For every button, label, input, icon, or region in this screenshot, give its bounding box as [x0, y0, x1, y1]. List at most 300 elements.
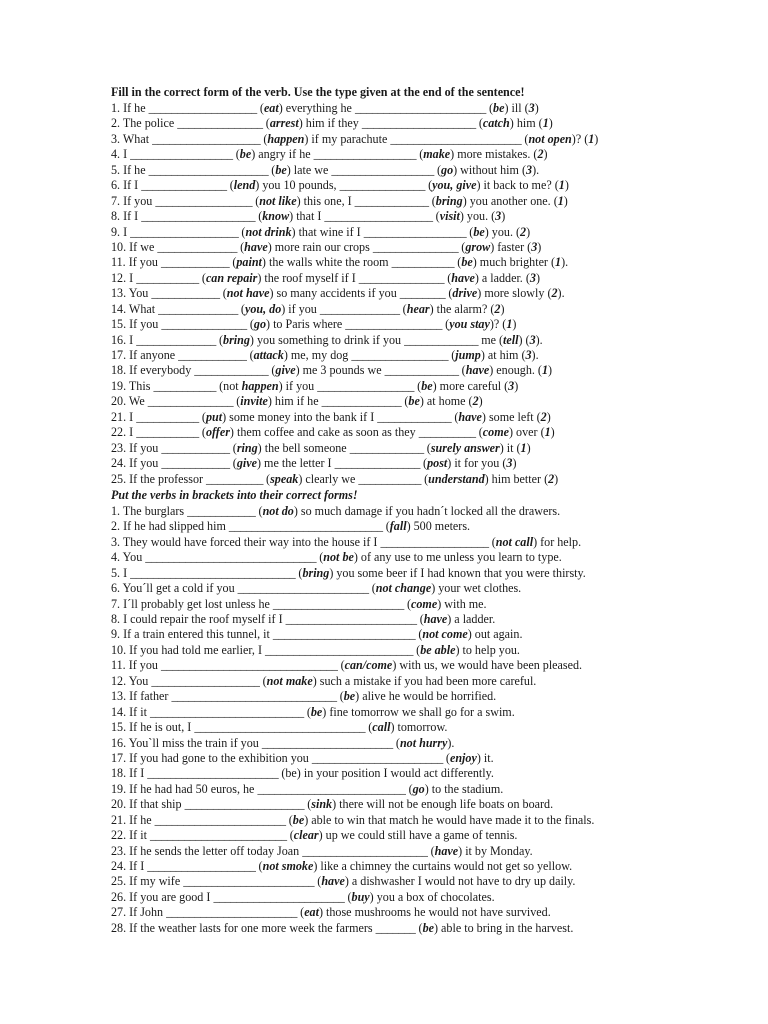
- verb-hint: 1: [506, 317, 513, 332]
- exercise-text: 11. If you: [111, 255, 161, 270]
- exercise-line: [111, 612, 671, 627]
- exercise-text: 22. I: [111, 425, 137, 440]
- verb-hint: fall: [389, 519, 407, 534]
- exercise-text: (: [442, 750, 450, 765]
- verb-hint: 3: [528, 101, 535, 115]
- exercise-line: [111, 379, 671, 394]
- answer-blank[interactable]: ___________: [136, 270, 199, 285]
- exercise-text: (: [237, 239, 245, 254]
- exercise-text: 13. If father: [111, 689, 172, 704]
- answer-blank[interactable]: _________________: [345, 317, 443, 332]
- exercise-text: (: [286, 828, 294, 843]
- verb-hint: enjoy: [449, 750, 477, 765]
- exercise-line: [111, 163, 671, 178]
- exercise-text: (: [458, 363, 466, 378]
- verb-hint: 1: [520, 440, 527, 455]
- exercise-text: (: [304, 797, 312, 812]
- exercise-text: ): [594, 131, 599, 146]
- verb-hint: sink: [311, 797, 333, 812]
- exercise-text: 18. If everybody: [111, 363, 195, 378]
- verb-hint: 3: [508, 378, 515, 393]
- exercise-text: ) you. (: [459, 209, 496, 224]
- exercise-text: ): [548, 116, 553, 131]
- exercise-text: ) them coffee and cake as soon as they: [229, 425, 419, 440]
- exercise-line: [111, 101, 671, 116]
- verb-hint: 2: [548, 471, 555, 486]
- exercise-text: ) more mistakes. (: [450, 147, 538, 162]
- answer-blank[interactable]: ___________________: [147, 859, 256, 873]
- verb-hint: be: [421, 378, 433, 393]
- exercise-line: [111, 905, 671, 920]
- exercise-text: (: [246, 317, 254, 332]
- exercise-text: ) at home (: [419, 394, 473, 409]
- exercise-text: (: [259, 673, 267, 688]
- verb-hint: know: [262, 209, 290, 224]
- exercise-text: (: [488, 534, 496, 549]
- verb-hint: catch: [482, 116, 510, 131]
- verb-hint: lend: [233, 178, 256, 193]
- verb-hint: not hurry: [399, 735, 448, 750]
- exercise-text: (: [268, 363, 276, 378]
- exercise-text: (: [255, 209, 263, 224]
- exercise-text: (not: [216, 378, 242, 393]
- exercise-text: ) him (: [509, 116, 543, 131]
- exercise-text: ).: [561, 255, 569, 270]
- verb-hint: be: [473, 224, 485, 239]
- exercise-text: ) your wet clothes.: [431, 581, 522, 596]
- answer-blank[interactable]: _____________________________: [171, 689, 337, 704]
- exercise-text: ) like a chimney the curtains would not get so yellow.: [313, 859, 573, 873]
- exercise-line: [111, 751, 671, 766]
- exercise-text: (: [198, 425, 206, 440]
- verb-hint: have: [321, 874, 345, 889]
- verb-hint: 3: [531, 239, 538, 254]
- verb-hint: give: [275, 363, 296, 378]
- exercise-text: 2. The police: [111, 116, 178, 131]
- verb-hint: 1: [588, 131, 595, 146]
- exercise-line: [111, 519, 671, 534]
- exercise-line: [111, 597, 671, 612]
- verb-hint: happen: [241, 378, 279, 393]
- exercise-text: ) without him (: [453, 162, 527, 177]
- verb-hint: 3: [529, 332, 536, 347]
- exercise-text: ): [514, 378, 519, 393]
- answer-blank[interactable]: _______________: [177, 116, 263, 131]
- exercise-text: 16. I: [111, 332, 137, 347]
- verb-hint: not have: [226, 286, 270, 301]
- exercise-text: (: [237, 301, 245, 316]
- exercise-text: (: [368, 581, 376, 596]
- exercise-line: [111, 504, 671, 519]
- exercise-text: (: [416, 147, 424, 162]
- exercise-text: ) of any use to me unless you learn to type.: [353, 550, 562, 565]
- answer-blank[interactable]: ____________________: [361, 116, 476, 131]
- answer-blank[interactable]: _____________: [349, 440, 424, 455]
- exercise-text: 14. If it: [111, 704, 150, 719]
- answer-blank[interactable]: __________________: [331, 162, 434, 177]
- answer-blank[interactable]: ________: [399, 286, 446, 301]
- exercise-text: 13. You: [111, 286, 152, 301]
- verb-hint: 2: [551, 286, 558, 301]
- exercise-text: (: [229, 456, 237, 471]
- answer-blank[interactable]: __________________________: [265, 642, 414, 657]
- exercise-text: ): [546, 409, 551, 424]
- verb-hint: 2: [537, 147, 544, 162]
- exercise-text: ) so many accidents if you: [269, 286, 400, 301]
- exercise-text: 6. If I: [111, 178, 142, 193]
- answer-blank[interactable]: __________: [418, 425, 476, 440]
- exercise-text: 22. If it: [111, 828, 150, 843]
- answer-blank[interactable]: _____________________________: [130, 565, 296, 580]
- answer-blank[interactable]: ___________________________: [228, 519, 383, 534]
- exercise-text: ) more slowly (: [477, 286, 552, 301]
- answer-blank[interactable]: ______________: [158, 301, 238, 316]
- answer-blank[interactable]: _______________: [161, 317, 247, 332]
- verb-hint: have: [244, 239, 268, 254]
- answer-blank[interactable]: ______________________________: [194, 720, 366, 735]
- exercise-text: (: [262, 116, 270, 131]
- exercise-line: [111, 225, 671, 240]
- section1-title: Fill in the correct form of the verb. Use the type given at the end of the sentence!: [111, 85, 525, 99]
- verb-hint: have: [451, 270, 475, 285]
- answer-blank[interactable]: ___________: [358, 471, 422, 486]
- verb-hint: not do: [262, 503, 294, 518]
- answer-blank[interactable]: _____________: [354, 193, 429, 208]
- exercise-text: (: [392, 735, 400, 750]
- exercise-text: 8. If I: [111, 209, 142, 224]
- section2-title: Put the verbs in brackets into their correct forms!: [111, 487, 358, 502]
- exercise-text: 15. If he is out, I: [111, 720, 195, 735]
- exercise-line: [111, 348, 671, 363]
- exercise-text: 21. I: [111, 409, 137, 424]
- exercise-line: [111, 441, 671, 456]
- exercise-text: 11. If you: [111, 658, 161, 673]
- exercise-text: ) (: [518, 332, 530, 347]
- verb-hint: go: [253, 317, 267, 332]
- exercise-line: [111, 627, 671, 642]
- section1-exercises: [111, 101, 671, 487]
- answer-blank[interactable]: ___________: [136, 425, 199, 440]
- exercise-text: (: [414, 378, 422, 393]
- answer-blank[interactable]: _________________________: [272, 627, 416, 642]
- exercise-text: (: [401, 394, 409, 409]
- answer-blank[interactable]: ________________________: [149, 828, 287, 843]
- answer-blank[interactable]: __________________________: [257, 781, 406, 796]
- exercise-text: 1. If he: [111, 101, 149, 115]
- exercise-line: [111, 271, 671, 286]
- answer-blank[interactable]: ____________: [161, 440, 230, 455]
- exercise-text: ) you another one. (: [462, 193, 558, 208]
- verb-hint: bring: [302, 565, 330, 580]
- answer-blank[interactable]: _______________________: [272, 596, 404, 611]
- answer-blank[interactable]: ______________________: [302, 843, 428, 858]
- verb-hint: 3: [506, 456, 513, 471]
- verb-hint: not drink: [245, 224, 292, 239]
- answer-blank[interactable]: _______________________: [261, 735, 393, 750]
- exercise-line: [111, 689, 671, 704]
- answer-blank[interactable]: _____________: [194, 363, 269, 378]
- verb-hint: not open: [528, 131, 572, 146]
- exercise-line: [111, 550, 671, 565]
- exercise-text: (: [238, 224, 246, 239]
- answer-blank[interactable]: _______________________: [147, 766, 279, 781]
- verb-hint: 1: [555, 255, 562, 270]
- exercise-text: 8. I could repair the roof myself if I: [111, 612, 286, 626]
- answer-blank[interactable]: ______________: [157, 239, 238, 254]
- verb-hint: you, give: [432, 178, 477, 193]
- verb-hint: eat: [263, 101, 279, 115]
- exercise-text: ): [548, 363, 553, 378]
- answer-blank[interactable]: ____________________: [141, 209, 256, 224]
- exercise-text: 20. If that ship: [111, 797, 185, 812]
- exercise-text: ) fine tomorrow we shall go for a swim.: [322, 704, 515, 719]
- exercise-text: )? (: [571, 131, 589, 146]
- answer-blank[interactable]: ___________________: [324, 209, 433, 224]
- answer-blank[interactable]: _______________: [339, 178, 426, 193]
- exercise-text: ): [537, 239, 542, 254]
- verb-hint: 2: [520, 224, 527, 239]
- exercise-text: ) it for you (: [447, 456, 507, 471]
- exercise-text: (: [295, 565, 303, 580]
- verb-hint: visit: [439, 209, 460, 224]
- exercise-text: (: [413, 642, 421, 657]
- answer-blank[interactable]: _____________: [404, 332, 479, 347]
- exercise-text: ): [564, 178, 569, 193]
- exercise-text: ) over (: [509, 425, 545, 440]
- answer-blank[interactable]: ____________: [151, 286, 220, 301]
- answer-blank[interactable]: _______________________: [354, 101, 486, 115]
- answer-blank[interactable]: _____________________: [184, 797, 305, 812]
- exercise-text: 20. We: [111, 394, 148, 409]
- exercise-text: (: [433, 162, 442, 177]
- exercise-text: (: [421, 471, 429, 486]
- answer-blank[interactable]: _____________: [377, 409, 452, 424]
- verb-hint: 1: [542, 116, 549, 131]
- exercise-text: ) more careful (: [432, 378, 509, 393]
- exercise-text: (: [475, 116, 483, 131]
- exercise-text: 15. If you: [111, 317, 162, 332]
- answer-blank[interactable]: ____________: [178, 348, 247, 362]
- verb-hint: put: [205, 409, 223, 424]
- verb-hint: be: [239, 147, 252, 162]
- exercise-text: ) that wine if I: [291, 224, 364, 239]
- verb-hint: come: [411, 596, 438, 611]
- exercise-text: ).: [447, 735, 455, 750]
- exercise-text: 25. If the professor: [111, 471, 207, 486]
- answer-blank[interactable]: _______________________: [311, 750, 443, 765]
- exercise-text: ) 500 meters.: [406, 519, 471, 534]
- verb-hint: not change: [375, 581, 432, 596]
- exercise-text: 5. If he: [111, 162, 149, 177]
- exercise-text: (: [215, 332, 224, 347]
- exercise-text: (: [399, 301, 407, 316]
- answer-blank[interactable]: ___________________: [130, 224, 239, 239]
- exercise-line: [111, 581, 671, 596]
- answer-blank[interactable]: ___________________: [151, 673, 260, 688]
- exercise-text: ) a ladder. (: [474, 270, 530, 285]
- exercise-text: ) to help you.: [455, 642, 520, 657]
- verb-hint: 1: [558, 178, 565, 193]
- exercise-line: [111, 782, 671, 797]
- exercise-text: 12. You: [111, 673, 152, 688]
- exercise-text: ): [526, 440, 531, 455]
- exercise-line: [111, 178, 671, 193]
- exercise-text: ) enough. (: [489, 363, 542, 378]
- answer-blank[interactable]: _________________: [351, 348, 449, 362]
- exercise-text: me (: [478, 332, 504, 347]
- answer-blank[interactable]: ___________________: [148, 101, 257, 115]
- exercise-text: ) it back to me? (: [476, 178, 559, 193]
- answer-blank[interactable]: __________________: [130, 147, 233, 162]
- exercise-text: 17. If you had gone to the exhibition you: [111, 750, 312, 765]
- exercise-line: [111, 859, 671, 874]
- exercise-line: [111, 410, 671, 425]
- exercise-line: [111, 736, 671, 751]
- exercise-text: (: [416, 612, 424, 626]
- exercise-text: ) him better (: [484, 471, 549, 486]
- exercise-text: ) able to bring in the harvest.: [434, 920, 574, 935]
- answer-blank[interactable]: ___________________: [380, 534, 489, 549]
- answer-blank[interactable]: _______________________: [213, 889, 345, 904]
- exercise-text: (: [458, 239, 466, 254]
- exercise-text: ): [501, 209, 506, 224]
- answer-blank[interactable]: ______________: [321, 394, 402, 409]
- exercise-text: (: [432, 209, 440, 224]
- exercise-line: [111, 333, 671, 348]
- exercise-text: ) to Paris where: [266, 317, 346, 332]
- verb-hint: have: [458, 409, 482, 424]
- answer-blank[interactable]: _______: [375, 920, 416, 935]
- answer-blank[interactable]: ___________: [391, 255, 455, 270]
- exercise-text: ) able to win that match he would have made it to the finals.: [304, 812, 595, 827]
- answer-blank[interactable]: ______________________________: [145, 550, 317, 565]
- exercise-text: (: [229, 440, 237, 455]
- exercise-text: (: [344, 889, 352, 904]
- exercise-text: (: [198, 409, 206, 424]
- verb-hint: 1: [544, 425, 551, 440]
- exercise-line: [111, 658, 671, 673]
- answer-blank[interactable]: __________________: [313, 147, 417, 162]
- verb-hint: have: [465, 363, 490, 378]
- exercise-text: 23. If you: [111, 440, 162, 455]
- exercise-text: ): [534, 101, 539, 115]
- exercise-text: ) alive he would be horrified.: [355, 689, 497, 704]
- exercise-line: [111, 643, 671, 658]
- exercise-text: 12. I: [111, 270, 137, 285]
- answer-blank[interactable]: _____________________: [148, 162, 269, 177]
- answer-blank[interactable]: _______________________: [183, 874, 315, 889]
- exercise-text: ) some money into the bank if I: [222, 409, 378, 424]
- answer-blank[interactable]: _______________________________: [160, 658, 338, 673]
- answer-blank[interactable]: _______________________: [166, 905, 298, 920]
- answer-blank[interactable]: ___________: [136, 409, 199, 424]
- verb-hint: not make: [266, 673, 313, 688]
- answer-blank[interactable]: ____________: [187, 503, 256, 518]
- exercise-text: ): [512, 317, 517, 332]
- answer-blank[interactable]: _______________________: [154, 812, 286, 827]
- verb-hint: come: [482, 425, 509, 440]
- exercise-text: ) everything he: [278, 101, 355, 115]
- verb-hint: give: [236, 456, 257, 471]
- answer-blank[interactable]: __________________: [363, 224, 467, 239]
- verb-hint: eat: [304, 905, 319, 920]
- answer-blank[interactable]: _________________: [155, 193, 253, 208]
- verb-hint: bring: [223, 332, 250, 347]
- answer-blank[interactable]: _______________: [358, 270, 445, 285]
- verb-hint: can/come: [344, 658, 393, 673]
- answer-blank[interactable]: _______________________: [285, 612, 417, 626]
- worksheet: [111, 84, 671, 936]
- verb-hint: attack: [253, 348, 284, 362]
- exercise-text: 7. If you: [111, 193, 156, 208]
- exercise-text: ): [526, 224, 531, 239]
- answer-blank[interactable]: ____________: [161, 456, 230, 471]
- verb-hint: you, do: [244, 301, 282, 316]
- verb-hint: 3: [529, 270, 536, 285]
- exercise-text: ): [543, 147, 548, 162]
- verb-hint: clear: [293, 828, 319, 843]
- exercise-line: [111, 363, 671, 378]
- exercise-line: [111, 456, 671, 471]
- exercise-text: ) so much damage if you hadn´t locked all the drawers.: [293, 503, 561, 518]
- answer-blank[interactable]: ___________________________: [149, 704, 304, 719]
- exercise-text: (: [256, 101, 264, 115]
- answer-blank[interactable]: _____________: [384, 363, 459, 378]
- exercise-text: 26. If you are good I: [111, 889, 214, 904]
- verb-hint: 2: [472, 394, 479, 409]
- answer-blank[interactable]: ___________: [153, 378, 217, 393]
- exercise-line: [111, 720, 671, 735]
- answer-blank[interactable]: ______________: [319, 301, 400, 316]
- verb-hint: 3: [495, 209, 502, 224]
- verb-hint: tell: [503, 332, 519, 347]
- exercise-line: [111, 813, 671, 828]
- answer-blank[interactable]: _______________________: [237, 581, 369, 596]
- answer-blank[interactable]: ______________: [136, 332, 216, 347]
- exercise-text: (: [454, 255, 462, 270]
- answer-blank[interactable]: _______________: [147, 394, 234, 409]
- exercise-text: ): [535, 270, 540, 285]
- exercise-line: [111, 317, 671, 332]
- answer-blank[interactable]: __________: [206, 471, 264, 486]
- exercise-text: (: [246, 348, 254, 362]
- exercise-text: 16. You`ll miss the train if you: [111, 735, 262, 750]
- exercise-line: [111, 766, 671, 781]
- answer-blank[interactable]: _______________________: [390, 131, 522, 146]
- verb-hint: 1: [557, 193, 564, 208]
- exercise-line: [111, 255, 671, 270]
- answer-blank[interactable]: _______________: [334, 456, 421, 471]
- exercise-text: (: [316, 550, 324, 565]
- answer-blank[interactable]: _______________: [372, 239, 459, 254]
- exercise-text: (: [425, 178, 433, 193]
- exercise-text: 3. They would have forced their way into the house if I: [111, 534, 381, 549]
- answer-blank[interactable]: _______________: [141, 178, 227, 193]
- exercise-text: ) there will not be enough life boats on board.: [332, 797, 554, 812]
- verb-hint: call: [372, 720, 391, 735]
- answer-blank[interactable]: _________________: [317, 378, 415, 393]
- verb-hint: offer: [205, 425, 230, 440]
- answer-blank[interactable]: ___________________: [152, 131, 261, 146]
- exercise-line: [111, 116, 671, 131]
- exercise-text: 5. I: [111, 565, 131, 580]
- answer-blank[interactable]: ____________: [160, 255, 230, 270]
- exercise-text: 24. If you: [111, 456, 162, 471]
- verb-hint: be: [461, 255, 473, 270]
- verb-hint: can repair: [205, 270, 258, 285]
- verb-hint: jump: [455, 348, 481, 362]
- exercise-text: (: [466, 224, 474, 239]
